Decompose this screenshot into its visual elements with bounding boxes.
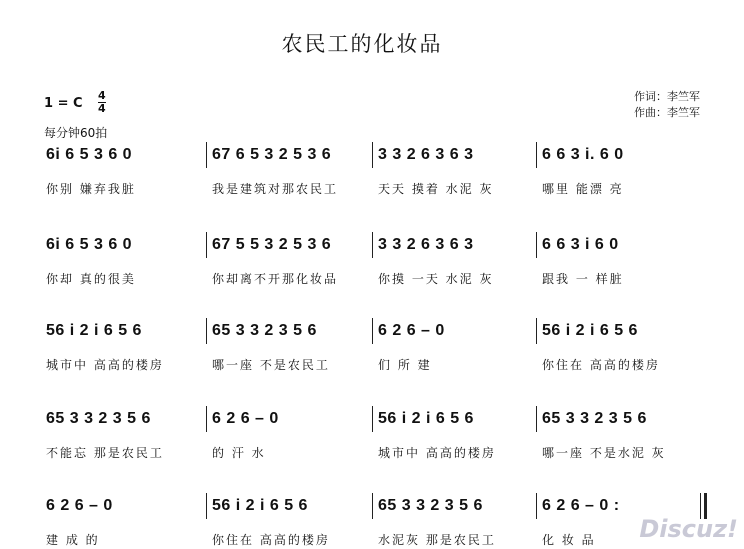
measure-notes: 65 3 3 2 3 5 6 [378,497,483,514]
barline [536,318,537,344]
measure-notes: 6 2 6 – 0 [212,410,279,427]
barline [206,142,207,168]
measure-lyric: 我是建筑对那农民工 [212,182,339,196]
time-signature-bottom: 4 [98,102,106,115]
barline [372,406,373,432]
measure-notes: 56 i 2 i 6 5 6 [378,410,474,427]
lyricist-credit: 作词：李竺军 [634,90,700,103]
measure-notes: 67 6 5 3 2 5 3 6 [212,146,332,163]
barline [206,493,207,519]
measure-lyric: 天天 摸着 水泥 灰 [378,182,494,196]
barline [536,493,537,519]
tempo-marking: 每分钟60拍 [44,126,108,140]
barline [372,232,373,258]
measure-lyric: 不能忘 那是农民工 [46,446,164,460]
measure-notes: 65 3 3 2 3 5 6 [212,322,317,339]
measure-notes: 6 2 6 – 0 [378,322,445,339]
measure-notes: 6 2 6 – 0 : [542,497,620,514]
barline [536,142,537,168]
barline [206,318,207,344]
measure-notes: 56 i 2 i 6 5 6 [542,322,638,339]
measure-notes: 6 6 3 i. 6 0 [542,146,624,163]
measure-notes: 67 5 5 3 2 5 3 6 [212,236,332,253]
time-signature-top: 4 [98,89,106,102]
barline [536,232,537,258]
measure-notes: 65 3 3 2 3 5 6 [542,410,647,427]
barline [536,406,537,432]
measure-notes: 3 3 2 6 3 6 3 [378,236,474,253]
measure-notes: 6 2 6 – 0 [46,497,113,514]
composer-credit: 作曲：李竺军 [634,106,700,119]
measure-lyric: 你别 嫌弃我脏 [46,182,136,196]
measure-lyric: 水泥灰 那是农民工 [378,533,496,547]
measure-lyric: 哪一座 不是水泥 灰 [542,446,666,460]
measure-notes: 6i 6 5 3 6 0 [46,236,133,253]
barline [372,142,373,168]
measure-lyric: 你却离不开那化妆品 [212,272,339,286]
forum-watermark-logo: Discuz! [639,515,738,543]
measure-lyric: 化 妆 品 [542,533,596,547]
measure-notes: 56 i 2 i 6 5 6 [46,322,142,339]
measure-lyric: 的 汗 水 [212,446,266,460]
measure-notes: 3 3 2 6 3 6 3 [378,146,474,163]
measure-lyric: 你住在 高高的楼房 [542,358,660,372]
barline [206,406,207,432]
measure-lyric: 城市中 高高的楼房 [46,358,164,372]
barline [372,318,373,344]
measure-notes: 65 3 3 2 3 5 6 [46,410,151,427]
measure-lyric: 们 所 建 [378,358,432,372]
time-signature [98,90,106,115]
measure-notes: 56 i 2 i 6 5 6 [212,497,308,514]
measure-lyric: 你却 真的很美 [46,272,136,286]
measure-lyric: 你摸 一天 水泥 灰 [378,272,494,286]
measure-lyric: 你住在 高高的楼房 [212,533,330,547]
measure-notes: 6 6 3 i 6 0 [542,236,619,253]
measure-lyric: 哪一座 不是农民工 [212,358,330,372]
key-signature: 1 = C [44,96,83,111]
measure-lyric: 建 成 的 [46,533,100,547]
barline [372,493,373,519]
measure-notes: 6i 6 5 3 6 0 [46,146,133,163]
measure-lyric: 城市中 高高的楼房 [378,446,496,460]
song-title: 农民工的化妆品 [281,32,443,56]
measure-lyric: 哪里 能漂 亮 [542,182,624,196]
measure-lyric: 跟我 一 样脏 [542,272,624,286]
barline [206,232,207,258]
